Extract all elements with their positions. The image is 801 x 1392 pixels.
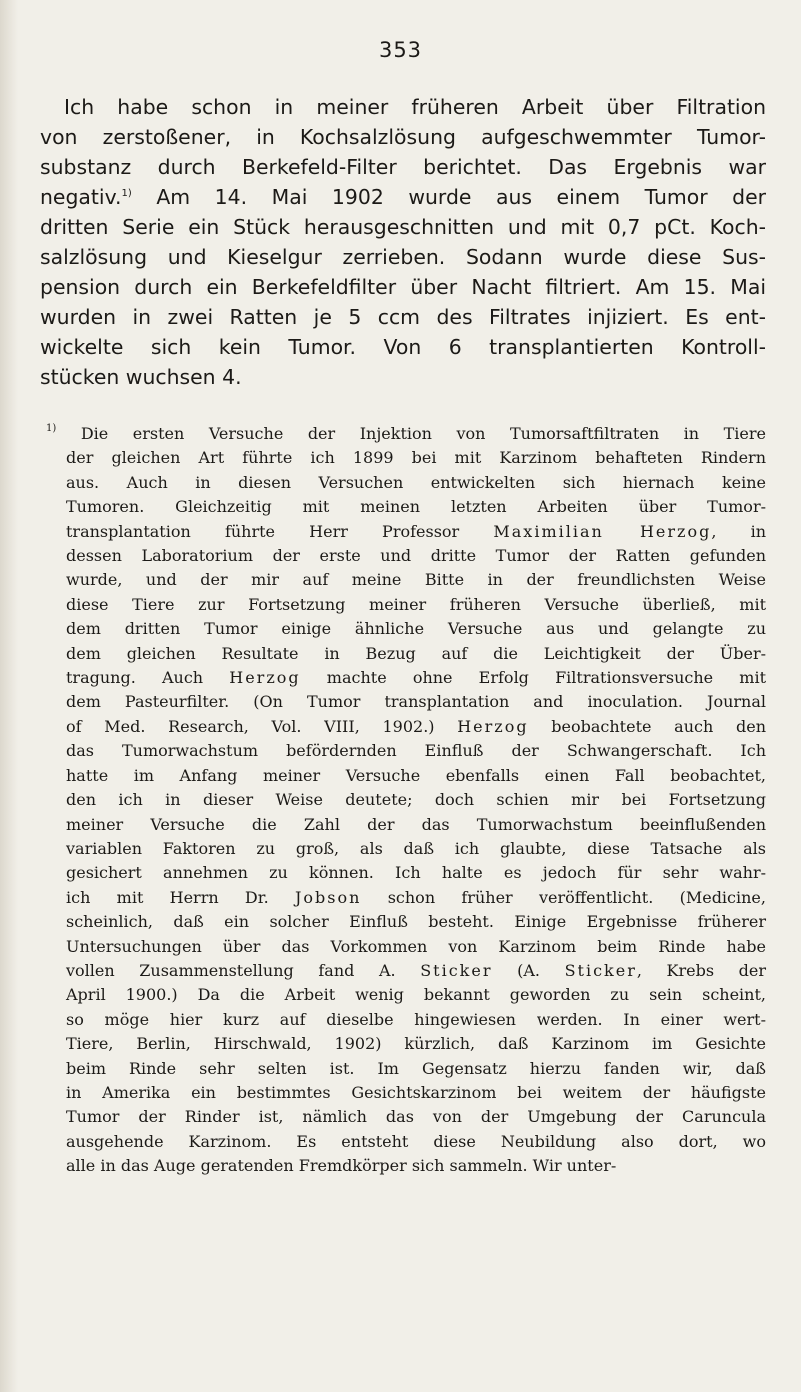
footnote-line: tragung. Auch Herzog machte ohne Erfolg Filtrationsversuche mit	[66, 668, 767, 688]
footnote-line: aus. Auch in diesen Versuchen entwickelten sich hiernach keine	[66, 472, 766, 492]
footnote-line: vollen Zusammenstellung fand A. Sticker (A. Sticker, Krebs der	[66, 960, 767, 980]
footnote-line: hatte im Anfang meiner Versuche ebenfalls einen Fall beobachtet,	[66, 765, 766, 785]
text-line: dritten Serie ein Stück herausgeschnitten und mit 0,7 pCt. Koch-	[40, 215, 766, 239]
text-line: wickelte sich kein Tumor. Von 6 transplantierten Kontroll-	[40, 335, 766, 359]
footnote-line: dem Pasteurfilter. (On Tumor transplantation and inoculation. Journal	[66, 692, 766, 712]
footnote-line: dessen Laboratorium der erste und dritte Tumor der Ratten gefunden	[66, 546, 766, 566]
text-line: substanz durch Berkefeld-Filter berichtet. Das Ergebnis war	[40, 155, 766, 179]
footnote-line: in Amerika ein bestimmtes Gesichtskarzinom bei weitem der häufigste	[66, 1082, 766, 1102]
text-line: salzlösung und Kieselgur zerrieben. Sodann wurde diese Sus-	[40, 245, 766, 269]
footnote-line: Tiere, Berlin, Hirschwald, 1902) kürzlich, daß Karzinom im Gesichte	[66, 1034, 766, 1054]
footnote-line: $^{1)}$ Die ersten Versuche der Injektion von Tumorsaftfiltraten in Tiere	[46, 423, 767, 443]
footnote-line: April 1900.) Da die Arbeit wenig bekannt geworden zu sein scheint,	[66, 985, 766, 1005]
footnote-line: Untersuchungen über das Vorkommen von Karzinom beim Rinde habe	[66, 936, 766, 956]
footnote-line: alle in das Auge geratenden Fremdkörper sich sammeln. Wir unter-	[66, 1156, 617, 1176]
main-paragraph	[40, 92, 766, 392]
footnote-line: ich mit Herrn Dr. Jobson schon früher veröffentlicht. (Medicine,	[66, 887, 766, 907]
footnote-marker: 1)	[46, 423, 57, 434]
footnote-line: meiner Versuche die Zahl der das Tumorwachstum beeinflußenden	[66, 814, 766, 834]
footnote-line: beim Rinde sehr selten ist. Im Gegensatz hierzu fanden wir, daß	[66, 1058, 766, 1078]
footnote-line: wurde, und der mir auf meine Bitte in der freundlichsten Weise	[66, 570, 766, 590]
footnote-line: Tumoren. Gleichzeitig mit meinen letzten Arbeiten über Tumor-	[66, 497, 766, 517]
text-line: Ich habe schon in meiner früheren Arbeit über Filtration	[64, 95, 766, 119]
text-line: wurden in zwei Ratten je 5 ccm des Filtrates injiziert. Es ent-	[40, 305, 766, 329]
text-line: pension durch ein Berkefeldfilter über Nacht filtriert. Am 15. Mai	[40, 275, 766, 299]
footnote-marker: 1)	[121, 188, 132, 199]
text-line: von zerstoßener, in Kochsalzlösung aufgeschwemmter Tumor-	[40, 125, 766, 149]
footnote-line: dem gleichen Resultate in Bezug auf die Leichtigkeit der Über-	[66, 643, 766, 663]
footnote-line: gesichert annehmen zu können. Ich halte es jedoch für sehr wahr-	[66, 863, 766, 883]
footnote-line: variablen Faktoren zu groß, als daß ich glaubte, diese Tatsache als	[66, 838, 766, 858]
footnote	[40, 422, 766, 1179]
page-gutter-shadow	[0, 0, 18, 1392]
footnote-line: Tumor der Rinder ist, nämlich das von der Umgebung der Caruncula	[66, 1107, 766, 1127]
footnote-line: das Tumorwachstum befördernden Einfluß der Schwangerschaft. Ich	[66, 741, 766, 761]
footnote-line: diese Tiere zur Fortsetzung meiner früheren Versuche überließ, mit	[66, 594, 766, 614]
footnote-line: dem dritten Tumor einige ähnliche Versuche aus und gelangte zu	[66, 619, 766, 639]
footnote-line: der gleichen Art führte ich 1899 bei mit Karzinom behafteten Rindern	[66, 448, 766, 468]
text-line: negativ.$^{1)}$ Am 14. Mai 1902 wurde aus einem Tumor der	[40, 185, 766, 209]
footnote-line: ausgehende Karzinom. Es entsteht diese Neubildung also dort, wo	[66, 1131, 766, 1151]
footnote-line: transplantation führte Herr Professor Maximilian Herzog, in	[66, 521, 767, 541]
page-number: 353	[378, 38, 423, 62]
text-line: stücken wuchsen 4.	[40, 365, 242, 389]
footnote-line: scheinlich, daß ein solcher Einfluß besteht. Einige Ergebnisse früherer	[66, 912, 766, 932]
footnote-line: so möge hier kurz auf dieselbe hingewiesen werden. In einer wert-	[66, 1009, 766, 1029]
footnote-line: of Med. Research, Vol. VIII, 1902.) Herzog beobachtete auch den	[66, 716, 766, 736]
footnote-line: den ich in dieser Weise deutete; doch schien mir bei Fortsetzung	[66, 790, 766, 810]
